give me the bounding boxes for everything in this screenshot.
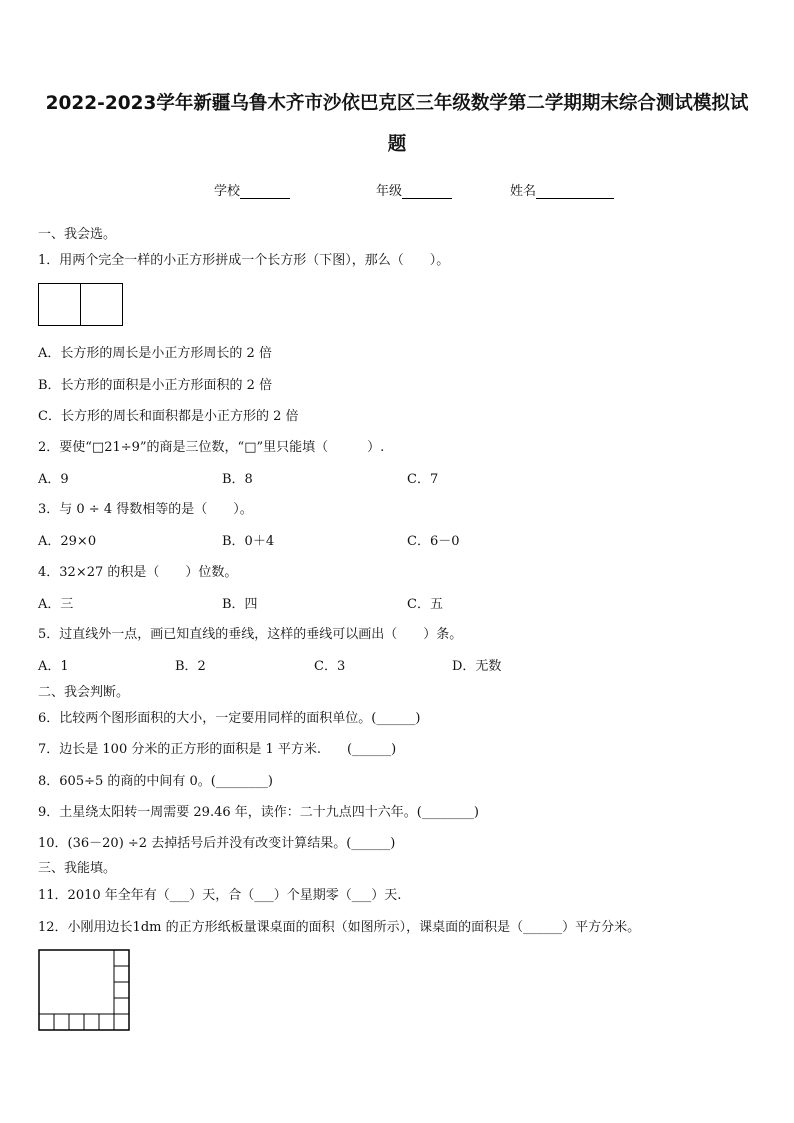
q1-option-a: A．长方形的周长是小正方形周长的 2 倍 — [38, 346, 272, 361]
question-9: 9．土星绕太阳转一周需要 29.46 年，读作：二十九点四十六年。(________) — [38, 805, 479, 820]
q3-option-c: C．6－0 — [407, 534, 460, 549]
question-1: 1．用两个完全一样的小正方形拼成一个长方形（下图），那么（ ）。 — [38, 253, 450, 268]
question-7: 7．边长是 100 分米的正方形的面积是 1 平方米. (______) — [38, 742, 397, 757]
q2-option-b: B．8 — [222, 472, 253, 487]
grade-field — [376, 180, 452, 199]
question-12: 12．小刚用边长1dm 的正方形纸板量课桌面的面积（如图所示），课桌面的面积是（______）平方分米。 — [38, 920, 641, 935]
q5-option-a: A．1 — [38, 659, 69, 674]
name-field — [510, 180, 614, 199]
section-heading-fill: 三、我能填。 — [38, 861, 117, 876]
grade-label: 年级 — [376, 184, 403, 199]
q4-option-c: C．五 — [407, 597, 443, 612]
question-2: 2．要使“□21÷9”的商是三位数，“□”里只能填（ ）. — [38, 440, 385, 455]
question-6: 6．比较两个图形面积的大小，一定要用同样的面积单位。(______) — [38, 711, 421, 726]
name-label: 姓名 — [510, 184, 537, 199]
school-blank — [240, 184, 290, 199]
q5-option-b: B．2 — [175, 659, 206, 674]
name-blank — [536, 184, 614, 199]
desk-grid-figure — [38, 949, 132, 1033]
section-heading-judge: 二、我会判断。 — [38, 685, 130, 700]
q3-option-b: B．0＋4 — [222, 534, 275, 549]
q2-option-a: A．9 — [38, 472, 69, 487]
q1-option-c: C．长方形的周长和面积都是小正方形的 2 倍 — [38, 409, 299, 424]
q1-option-b: B．长方形的面积是小正方形面积的 2 倍 — [38, 378, 273, 393]
question-3: 3．与 0 ÷ 4 得数相等的是（ ）。 — [38, 502, 253, 517]
q4-option-a: A．三 — [38, 597, 74, 612]
school-label: 学校 — [214, 184, 241, 199]
section-heading-choose: 一、我会选。 — [38, 227, 117, 242]
question-11: 11．2010 年全年有（___）天，合（___）个星期零（___）天. — [38, 888, 402, 903]
q5-option-d: D．无数 — [452, 659, 502, 674]
exam-title-line1: 2022-2023学年新疆乌鲁木齐市沙依巴克区三年级数学第二学期期末综合测试模拟试 — [45, 93, 749, 114]
q5-option-c: C．3 — [314, 659, 346, 674]
two-squares-figure — [38, 283, 124, 327]
grade-blank — [402, 184, 452, 199]
q3-option-a: A．29×0 — [38, 534, 97, 549]
q2-option-c: C．7 — [407, 472, 439, 487]
question-4: 4．32×27 的积是（ ）位数。 — [38, 565, 238, 580]
exam-title-line2: 题 — [387, 134, 407, 155]
question-10: 10．(36－20) ÷2 去掉括号后并没有改变计算结果。(______) — [38, 836, 396, 851]
question-8: 8．605÷5 的商的中间有 0。(________) — [38, 774, 273, 789]
question-5: 5．过直线外一点，画已知直线的垂线，这样的垂线可以画出（ ）条。 — [38, 627, 463, 642]
q4-option-b: B．四 — [222, 597, 258, 612]
school-field — [214, 180, 290, 199]
